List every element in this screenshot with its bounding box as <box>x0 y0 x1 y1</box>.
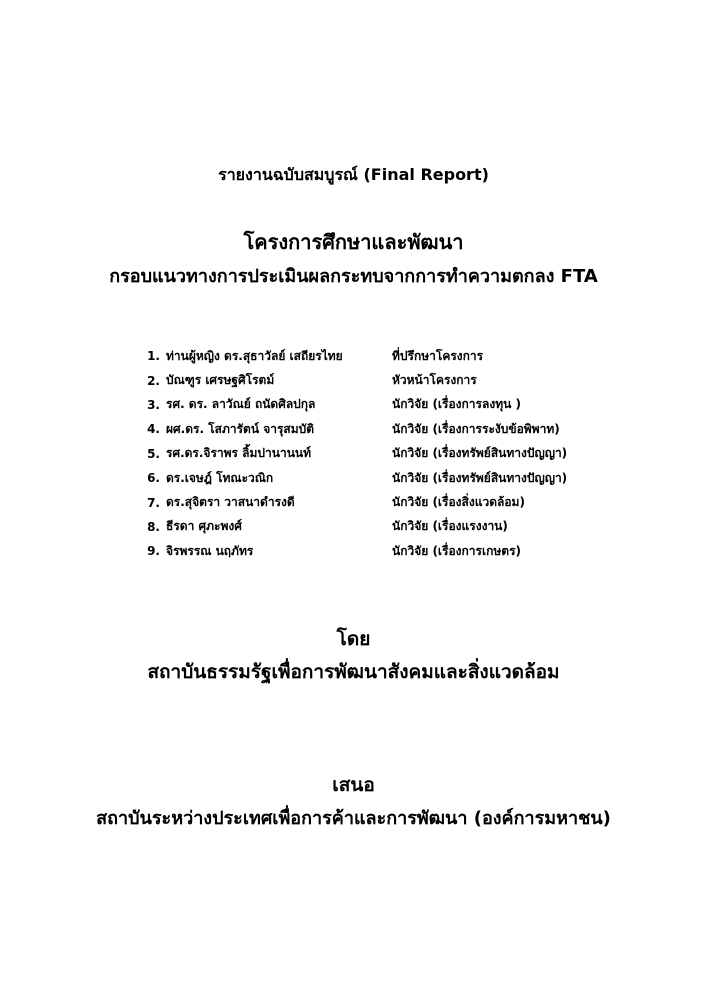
team-member-name: รศ.ดร.จิราพร ลิ้มปานานนท์ <box>166 446 312 461</box>
team-member-number: 2. <box>147 373 160 388</box>
team-member-row <box>140 368 660 392</box>
team-member-number: 1. <box>147 349 160 364</box>
team-member-role: นักวิจัย (เรื่องแรงงาน) <box>392 519 508 534</box>
team-member-name: บัณฑูร เศรษฐศิโรตม์ <box>166 373 275 388</box>
team-member-number: 4. <box>147 422 160 437</box>
project-title-line-2: กรอบแนวทางการประเมินผลกระทบจากการทำความตกลง FTA <box>109 266 598 287</box>
team-member-role: นักวิจัย (เรื่องการลงทุน ) <box>392 397 521 412</box>
team-member-role: นักวิจัย (เรื่องสิ่งแวดล้อม) <box>392 495 525 510</box>
team-member-name: ดร.สุจิตรา วาสนาดำรงดี <box>166 495 295 510</box>
team-member-row <box>140 539 660 563</box>
team-member-number: 9. <box>147 544 160 559</box>
by-label: โดย <box>336 628 371 650</box>
team-member-number: 8. <box>147 519 160 534</box>
team-member-row <box>140 417 660 441</box>
team-member-role: หัวหน้าโครงการ <box>392 373 477 388</box>
by-organization: สถาบันธรรมรัฐเพื่อการพัฒนาสังคมและสิ่งแวดล้อม <box>147 661 560 683</box>
team-member-name: ท่านผู้หญิง ดร.สุธาวัลย์ เสถียรไทย <box>166 348 343 363</box>
submitted-to-label: เสนอ <box>332 774 375 796</box>
team-member-row <box>140 466 660 490</box>
team-member-number: 7. <box>147 495 160 510</box>
team-member-row <box>140 515 660 539</box>
team-member-name: จิรพรรณ นฤภัทร <box>166 543 254 558</box>
team-member-row <box>140 442 660 466</box>
team-member-row <box>140 344 660 368</box>
team-member-name: ผศ.ดร. โสภารัตน์ จารุสมบัติ <box>166 421 315 436</box>
team-member-role: ที่ปรึกษาโครงการ <box>392 348 484 363</box>
team-member-name: ดร.เจษฎ์ โทณะวณิก <box>166 470 274 485</box>
report-type-heading: รายงานฉบับสมบูรณ์ (Final Report) <box>218 165 489 184</box>
team-member-role: นักวิจัย (เรื่องการระงับข้อพิพาท) <box>392 421 560 436</box>
team-member-number: 6. <box>147 471 160 486</box>
team-member-role: นักวิจัย (เรื่องการเกษตร) <box>392 543 521 558</box>
team-member-row <box>140 393 660 417</box>
team-member-row <box>140 490 660 514</box>
team-member-role: นักวิจัย (เรื่องทรัพย์สินทางปัญญา) <box>392 470 568 485</box>
team-member-name: ธีรดา ศุภะพงศ์ <box>166 519 242 534</box>
submitted-to-organization: สถาบันระหว่างประเทศเพื่อการค้าและการพัฒนา (องค์การมหาชน) <box>96 808 611 829</box>
project-title-line-1: โครงการศึกษาและพัฒนา <box>243 230 464 254</box>
team-member-role: นักวิจัย (เรื่องทรัพย์สินทางปัญญา) <box>392 446 568 461</box>
team-member-name: รศ. ดร. ลาวัณย์ ถนัดศิลปกุล <box>166 397 316 412</box>
project-team-list <box>140 344 660 564</box>
team-member-number: 5. <box>147 446 160 461</box>
team-member-number: 3. <box>147 397 160 412</box>
